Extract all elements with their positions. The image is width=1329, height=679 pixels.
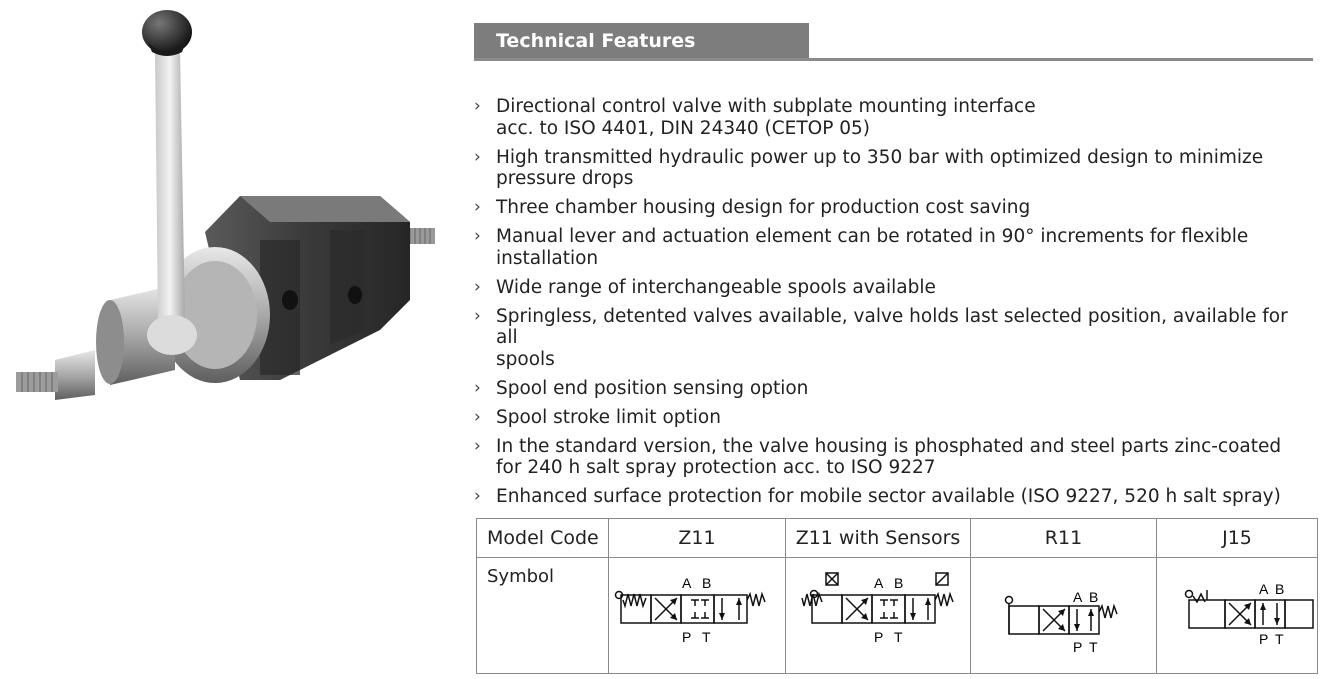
port-a: A <box>874 575 884 591</box>
feature-item <box>474 226 1314 269</box>
port-p: P <box>1259 631 1269 647</box>
valve-symbol-r11 <box>971 558 1156 664</box>
valve-symbol-z11-sensors <box>786 558 970 664</box>
valve-symbol-z11 <box>609 558 785 664</box>
table-header-row <box>477 519 1318 558</box>
feature-text: In the standard version, the valve housing is phosphated and steel parts zinc-coated <box>496 435 1282 457</box>
port-t: T <box>894 629 903 645</box>
model-j15: J15 <box>1157 519 1318 558</box>
port-p: P <box>874 629 884 645</box>
chevron-right-icon: › <box>474 377 481 398</box>
chevron-right-icon: › <box>474 305 481 326</box>
feature-text-cont: spools <box>496 348 555 370</box>
symbol-j15-cell <box>1157 558 1318 674</box>
feature-text-cont: for 240 h salt spray protection acc. to ISO 9227 <box>496 457 936 478</box>
symbol-z11-sensors-cell <box>786 558 971 674</box>
model-r11: R11 <box>971 519 1157 558</box>
chevron-right-icon: › <box>474 197 481 217</box>
chevron-right-icon: › <box>474 96 481 116</box>
port-t: T <box>702 629 711 645</box>
symbol-r11-cell <box>971 558 1157 674</box>
symbol-z11-cell <box>609 558 786 674</box>
valve-product-image <box>0 0 450 440</box>
chevron-right-icon: › <box>474 146 481 167</box>
feature-text-cont: acc. to ISO 4401, DIN 24340 (CETOP 05) <box>496 117 871 139</box>
feature-item <box>474 277 1314 299</box>
port-a: A <box>682 575 692 591</box>
table-symbol-row <box>477 558 1318 674</box>
feature-text: Spool end position sensing option <box>496 377 809 399</box>
header-rule <box>474 58 1313 61</box>
feature-item <box>474 436 1314 479</box>
feature-item <box>474 96 1314 139</box>
feature-item <box>474 306 1314 371</box>
feature-text-cont: pressure drops <box>496 168 634 189</box>
model-z11-sensors: Z11 with Sensors <box>786 519 971 558</box>
port-p: P <box>682 629 692 645</box>
chevron-right-icon: › <box>474 276 481 297</box>
port-t: T <box>1275 631 1284 647</box>
port-a: A <box>1259 581 1269 597</box>
valve-symbol-j15 <box>1157 558 1317 664</box>
port-p: P <box>1073 639 1083 655</box>
feature-item <box>474 197 1314 219</box>
feature-text-cont: installation <box>496 247 599 269</box>
feature-text: Spool stroke limit option <box>496 406 721 428</box>
port-b: B <box>894 575 904 591</box>
feature-text: Manual lever and actuation element can be rotated in 90° increments for flexible <box>496 226 1249 247</box>
chevron-right-icon: › <box>474 226 481 246</box>
model-code-label: Model Code <box>477 519 609 558</box>
feature-text: High transmitted hydraulic power up to 350 bar with optimized design to minimize <box>496 146 1264 168</box>
features-list <box>474 96 1314 515</box>
model-z11: Z11 <box>609 519 786 558</box>
feature-text: Wide range of interchangeable spools available <box>496 276 936 298</box>
port-t: T <box>1089 639 1098 655</box>
feature-item <box>474 147 1314 190</box>
port-b: B <box>1275 581 1285 597</box>
feature-text: Directional control valve with subplate mounting interface <box>496 96 1036 117</box>
section-header <box>474 23 1313 61</box>
feature-item <box>474 378 1314 400</box>
chevron-right-icon: › <box>474 486 481 506</box>
port-b: B <box>702 575 712 591</box>
model-code-table <box>476 518 1318 674</box>
feature-item <box>474 486 1314 508</box>
port-b: B <box>1089 589 1099 605</box>
port-a: A <box>1073 589 1083 605</box>
section-title: Technical Features <box>474 23 809 60</box>
feature-item <box>474 407 1314 429</box>
chevron-right-icon: › <box>474 406 481 427</box>
feature-text: Springless, detented valves available, valve holds last selected position, available for all <box>496 305 1288 348</box>
feature-text: Three chamber housing design for production cost saving <box>496 197 1031 218</box>
chevron-right-icon: › <box>474 435 481 456</box>
symbol-label: Symbol <box>477 558 609 674</box>
feature-text: Enhanced surface protection for mobile sector available (ISO 9227, 520 h salt spray) <box>496 486 1281 507</box>
